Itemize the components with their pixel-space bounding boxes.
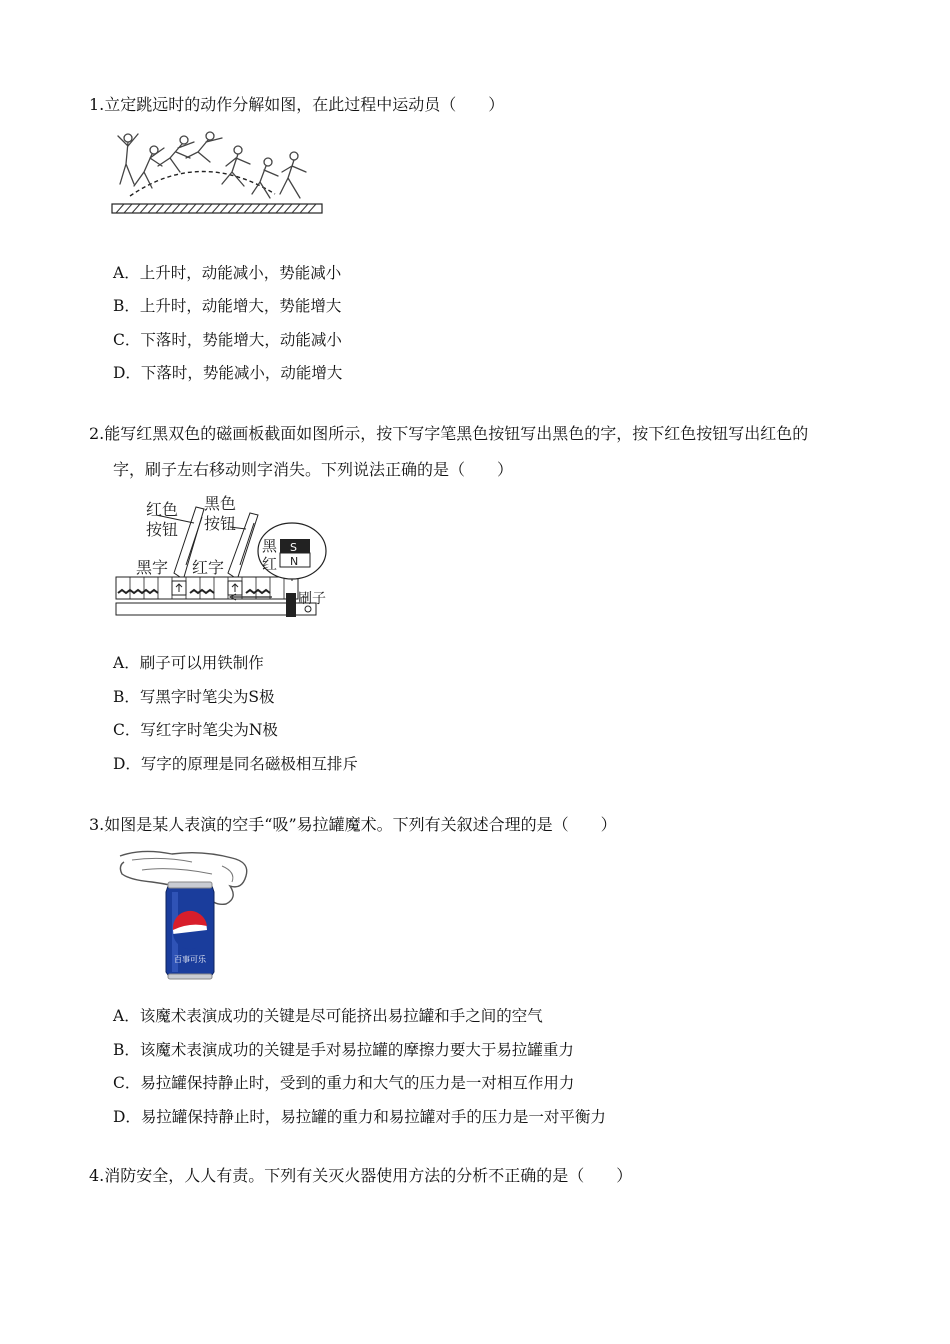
question-3-option-b: B．该魔术表演成功的关键是手对易拉罐的摩擦力要大于易拉罐重力	[113, 1041, 574, 1059]
magnetic-board-figure	[112, 493, 337, 637]
question-3-option-c: C．易拉罐保持静止时，受到的重力和大气的压力是一对相互作用力	[113, 1074, 575, 1092]
question-2-option-a: A．刷子可以用铁制作	[113, 654, 264, 672]
question-1-option-c: C．下落时，势能增大，动能减小	[113, 331, 342, 349]
long-jump-figure	[110, 128, 325, 222]
label-s-pole: S	[290, 541, 297, 554]
label-hong: 红	[262, 555, 278, 573]
label-n-pole: N	[290, 555, 299, 568]
can-magic-figure	[112, 846, 257, 985]
label-red-button-1: 红色	[146, 500, 179, 519]
question-1-option-a: A．上升时，动能减小，势能减小	[113, 264, 342, 282]
question-3-option-d: D．易拉罐保持静止时，易拉罐的重力和易拉罐对手的压力是一对平衡力	[113, 1108, 606, 1126]
question-2-option-c: C．写红字时笔尖为N极	[113, 721, 278, 739]
label-brush: 刷子	[298, 591, 326, 607]
question-2-option-b: B．写黑字时笔尖为S极	[113, 688, 275, 706]
question-3-option-a: A．该魔术表演成功的关键是尽可能挤出易拉罐和手之间的空气	[113, 1007, 543, 1025]
question-2-option-d: D．写字的原理是同名磁极相互排斥	[113, 755, 358, 773]
label-red-button-2: 按钮	[146, 520, 179, 539]
label-black-char: 黑字	[136, 558, 169, 577]
question-2-stem-line2: 字，刷子左右移动则字消失。下列说法正确的是（ ）	[113, 460, 514, 479]
can-label: 百事可乐	[174, 955, 206, 964]
question-1-option-d: D．下落时，势能减小，动能增大	[113, 364, 343, 382]
question-2-stem-line1: 2.能写红黑双色的磁画板截面如图所示，按下写字笔黑色按钮写出黑色的字，按下红色按钮写出红色的	[89, 424, 809, 443]
label-black-button-2: 按钮	[204, 514, 237, 533]
question-1-stem: 1.立定跳远时的动作分解如图，在此过程中运动员（ ）	[89, 95, 505, 114]
label-red-char: 红字	[192, 558, 225, 577]
question-4-stem: 4.消防安全，人人有责。下列有关灭火器使用方法的分析不正确的是（ ）	[89, 1166, 633, 1185]
question-3-stem: 3.如图是某人表演的空手“吸”易拉罐魔术。下列有关叙述合理的是（ ）	[89, 815, 617, 834]
label-black-button-1: 黑色	[204, 494, 237, 513]
label-hei: 黑	[262, 537, 278, 555]
question-1-option-b: B．上升时，动能增大，势能增大	[113, 297, 342, 315]
